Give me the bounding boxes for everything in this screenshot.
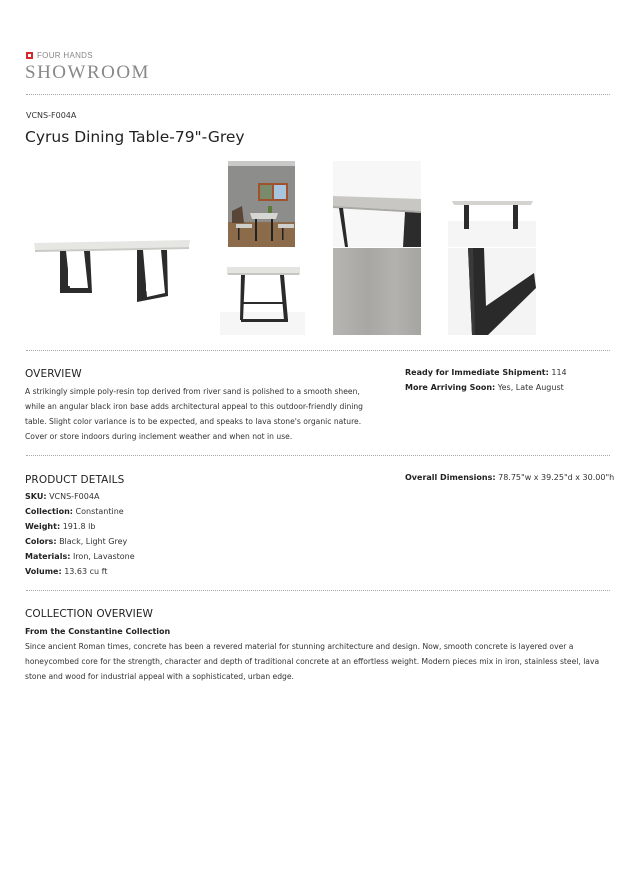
detail-value: Black, Light Grey [59, 537, 128, 546]
product-image-leg-closeup [448, 248, 536, 335]
overview-line: while an angular black iron base adds architectural appeal to this outdoor-friendly dining [25, 402, 364, 411]
detail-value: 191.8 lb [62, 522, 96, 531]
overall-dimensions-row [405, 470, 614, 485]
divider [26, 455, 610, 456]
overview-line: table. Slight color variance is to be expected, and speaks to lava stone's organic nature. [25, 417, 362, 426]
availability-block [405, 365, 567, 395]
divider [26, 94, 610, 95]
ready-shipment-label: Ready for Immediate Shipment: [405, 368, 549, 377]
collection-heading: COLLECTION OVERVIEW [25, 608, 154, 620]
overview-heading: OVERVIEW [25, 368, 82, 380]
collection-line: stone and wood for industrial appeal with a sophisticated, urban edge. [25, 672, 294, 681]
detail-value: VCNS-F004A [49, 492, 100, 501]
product-image-lifestyle [228, 161, 295, 247]
product-sku-code: VCNS-F004A [26, 111, 77, 120]
brand-logo-small [26, 51, 93, 60]
detail-label: Weight: [25, 522, 61, 531]
overall-dimensions-label: Overall Dimensions: [405, 473, 496, 482]
overview-line: Cover or store indoors during inclement weather and when not in use. [25, 432, 293, 441]
ready-shipment-value: 114 [551, 368, 567, 377]
product-image-end-view [220, 262, 305, 335]
detail-value: 13.63 cu ft [64, 567, 108, 576]
detail-label: Materials: [25, 552, 71, 561]
product-image-side-view [448, 161, 536, 247]
overview-line: A strikingly simple poly-resin top derived from river sand is polished to a smooth sheen, [25, 387, 360, 396]
detail-row-volume [25, 564, 135, 579]
brand-logo-large: SHOWROOM [25, 62, 150, 83]
detail-value: Iron, Lavastone [72, 552, 135, 561]
overall-dimensions-value: 78.75"w x 39.25"d x 30.00"h [498, 473, 615, 482]
collection-line: Since ancient Roman times, concrete has been a revered material for stunning architecture and design. Now, smooth concrete is layered over a [25, 642, 574, 651]
product-image-corner-closeup [333, 161, 421, 247]
product-image-main [30, 180, 195, 310]
product-details-heading: PRODUCT DETAILS [25, 474, 125, 486]
collection-line: honeycombed core for the strength, character and depth of traditional concrete at an effortless weight. Modern pieces mix in iron, stainless steel, lava [25, 657, 600, 666]
detail-label: Colors: [25, 537, 57, 546]
collection-subheading: From the Constantine Collection [25, 627, 171, 636]
overview-text [25, 384, 385, 444]
detail-label: Volume: [25, 567, 62, 576]
product-details-list [25, 489, 135, 579]
more-arriving-row [405, 380, 567, 395]
detail-row-sku [25, 489, 135, 504]
collection-text [25, 639, 625, 684]
detail-value: Constantine [75, 507, 124, 516]
detail-row-materials [25, 549, 135, 564]
more-arriving-label: More Arriving Soon: [405, 383, 496, 392]
ready-shipment-row [405, 365, 567, 380]
product-title: Cyrus Dining Table-79"-Grey [25, 128, 245, 146]
detail-row-collection [25, 504, 135, 519]
detail-row-weight [25, 519, 135, 534]
brand-name-small: FOUR HANDS [37, 51, 93, 60]
brand-mark-icon [26, 52, 33, 59]
divider [26, 350, 610, 351]
more-arriving-value: Yes, Late August [497, 383, 564, 392]
product-image-surface-texture [333, 248, 421, 335]
detail-row-colors [25, 534, 135, 549]
detail-label: Collection: [25, 507, 73, 516]
divider [26, 590, 610, 591]
detail-label: SKU: [25, 492, 47, 501]
